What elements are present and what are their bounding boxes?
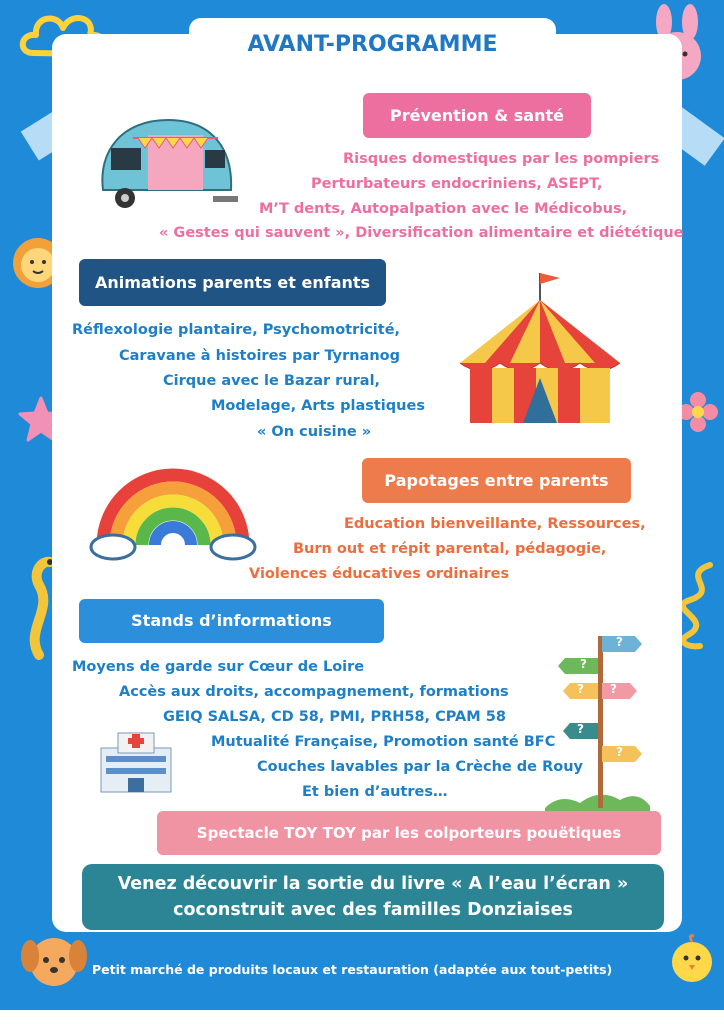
book-banner	[82, 864, 664, 930]
section-title-papotages: Papotages entre parents	[362, 458, 631, 503]
signpost-mark-4: ?	[577, 682, 584, 696]
book-line-1: Venez découvrir la sortie du livre « A l’eau l’écran »	[117, 874, 629, 894]
animations-line-1: Réflexologie plantaire, Psychomotricité,	[72, 322, 401, 338]
stands-line-3: GEIQ SALSA, CD 58, PMI, PRH58, CPAM 58	[163, 709, 506, 725]
stands-line-6: Et bien d’autres…	[302, 784, 448, 800]
section-title-prevention: Prévention & santé	[363, 93, 591, 138]
flower-icon	[676, 390, 720, 434]
signpost-mark-6: ?	[616, 745, 623, 759]
section-title-stands: Stands d’informations	[79, 599, 384, 643]
signpost-mark-3: ?	[610, 682, 617, 696]
spectacle-banner: Spectacle TOY TOY par les colporteurs pouëtiques	[157, 811, 661, 855]
signpost-mark-5: ?	[577, 722, 584, 736]
stands-line-2: Accès aux droits, accompagnement, formations	[119, 684, 509, 700]
book-line-2: coconstruit avec des familles Donziaises	[173, 900, 573, 920]
rainbow-icon	[88, 455, 258, 570]
stands-line-1: Moyens de garde sur Cœur de Loire	[72, 659, 365, 675]
stands-line-4: Mutualité Française, Promotion santé BFC	[211, 734, 556, 750]
prevention-line-1: Risques domestiques par les pompiers	[343, 151, 660, 167]
papotages-line-3: Violences éducatives ordinaires	[249, 566, 510, 582]
stands-line-5: Couches lavables par la Crèche de Rouy	[257, 759, 583, 775]
animations-line-2: Caravane à histoires par Tyrnanog	[119, 348, 400, 364]
signpost-mark-1: ?	[616, 635, 623, 649]
animations-line-3: Cirque avec le Bazar rural,	[163, 373, 381, 389]
hospital-icon	[96, 728, 176, 794]
signpost-icon	[540, 628, 652, 814]
puppy-icon	[14, 930, 94, 990]
prevention-line-4: « Gestes qui sauvent », Diversification alimentaire et diététique	[159, 225, 684, 241]
papotages-line-1: Education bienveillante, Ressources,	[344, 516, 646, 532]
papotages-line-2: Burn out et répit parental, pédagogie,	[293, 541, 607, 557]
caravan-icon	[93, 110, 243, 220]
prevention-line-2: Perturbateurs endocriniens, ASEPT,	[311, 176, 603, 192]
footer-text: Petit marché de produits locaux et restauration (adaptée aux tout-petits)	[92, 962, 613, 977]
page-title: AVANT-PROGRAMME	[189, 18, 556, 71]
circus-tent-icon	[455, 268, 625, 428]
section-title-animations: Animations parents et enfants	[79, 259, 386, 306]
animations-line-5: « On cuisine »	[257, 424, 372, 440]
signpost-mark-2: ?	[580, 657, 587, 671]
chick-icon	[664, 930, 720, 986]
animations-line-4: Modelage, Arts plastiques	[211, 398, 425, 414]
prevention-line-3: M’T dents, Autopalpation avec le Médicobus,	[259, 201, 628, 217]
